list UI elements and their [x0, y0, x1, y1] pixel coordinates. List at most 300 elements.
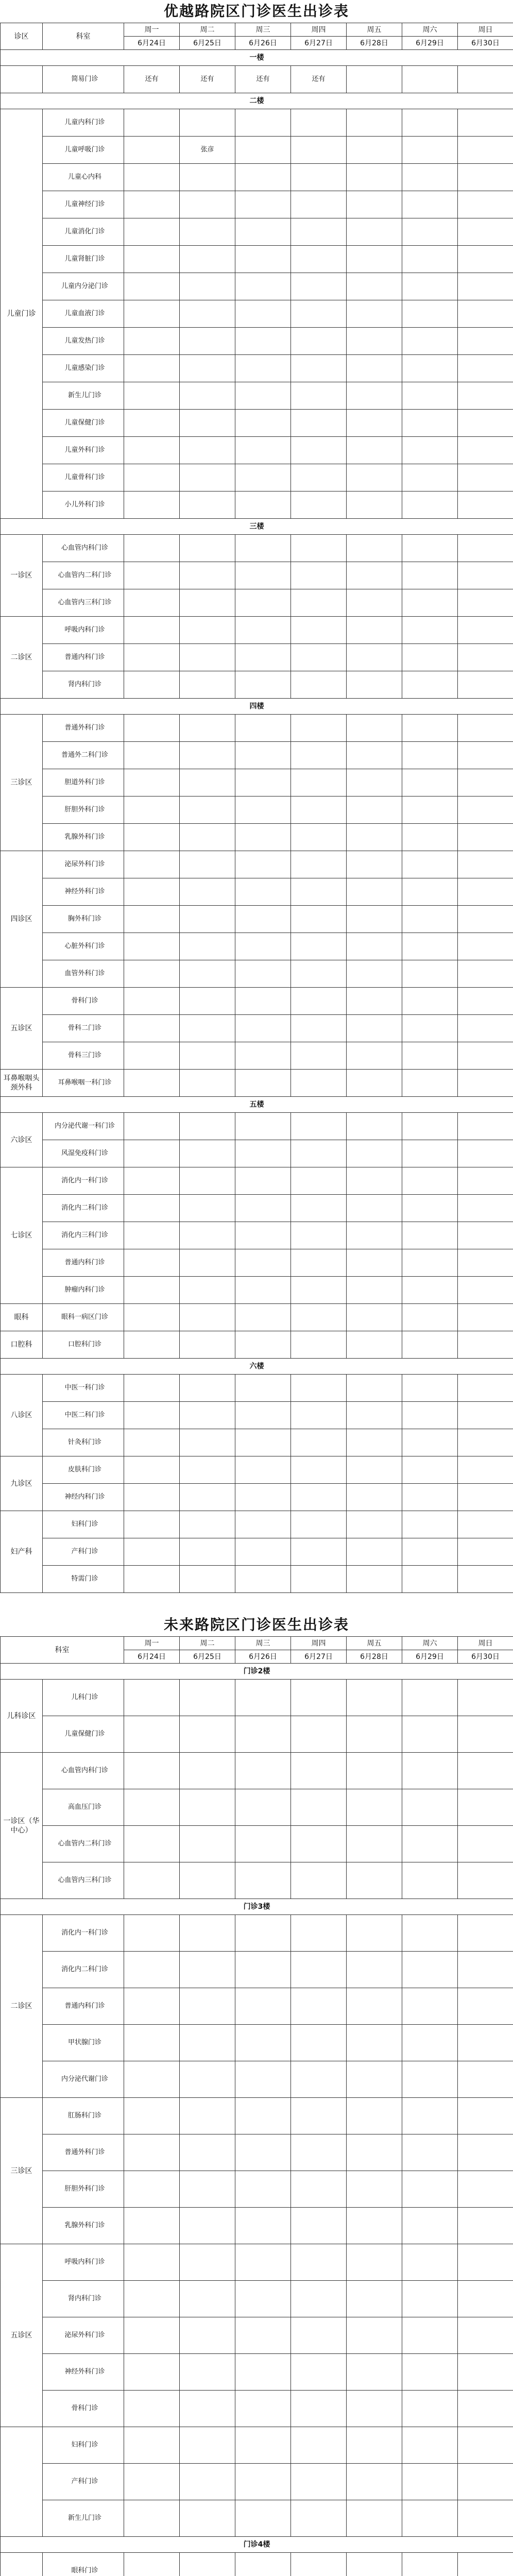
doctor-cell: [402, 1988, 458, 2025]
zone-cell: 一诊区: [1, 535, 43, 617]
doctor-cell: [347, 2134, 402, 2171]
doctor-cell: [124, 824, 180, 851]
doctor-cell: [402, 2464, 458, 2500]
doctor-cell: [458, 1042, 513, 1070]
doctor-cell: [458, 671, 513, 699]
doctor-cell: [458, 1789, 513, 1826]
floor-section-header: 门诊3楼: [1, 1899, 513, 1915]
date-header: 6月26日: [235, 1650, 291, 1664]
doctor-cell: [347, 1456, 402, 1484]
doctor-cell: [291, 1680, 347, 1716]
doctor-cell: [180, 1140, 235, 1167]
dept-cell: 小儿外科门诊: [43, 492, 124, 519]
doctor-cell: [180, 851, 235, 878]
doctor-cell: [291, 851, 347, 878]
doctor-cell: [402, 1277, 458, 1304]
doctor-cell: [347, 1113, 402, 1140]
doctor-cell: [458, 1167, 513, 1195]
doctor-cell: [124, 1249, 180, 1277]
doctor-cell: [124, 2500, 180, 2537]
doctor-cell: [402, 2354, 458, 2391]
doctor-cell: [402, 137, 458, 164]
doctor-cell: [180, 382, 235, 410]
doctor-cell: [235, 355, 291, 382]
doctor-cell: 还有: [180, 66, 235, 93]
doctor-cell: [402, 1566, 458, 1593]
table-row: [1, 906, 513, 933]
doctor-cell: [291, 1753, 347, 1789]
dept-cell: 呼吸内科门诊: [43, 617, 124, 644]
doctor-cell: [347, 906, 402, 933]
doctor-cell: [402, 300, 458, 328]
doctor-cell: [458, 410, 513, 437]
dept-cell: 普通外科门诊: [43, 2134, 124, 2171]
doctor-cell: [124, 1331, 180, 1359]
doctor-cell: [402, 933, 458, 960]
doctor-cell: [124, 1789, 180, 1826]
doctor-cell: [235, 1304, 291, 1331]
dept-cell: 普通内科门诊: [43, 1988, 124, 2025]
doctor-cell: [180, 1915, 235, 1952]
doctor-cell: [458, 1277, 513, 1304]
doctor-cell: [347, 2391, 402, 2427]
doctor-cell: [124, 1429, 180, 1456]
date-header: 6月24日: [124, 1650, 180, 1664]
table-row: [1, 796, 513, 824]
dept-cell: 儿童血液门诊: [43, 300, 124, 328]
doctor-cell: [291, 796, 347, 824]
doctor-cell: [347, 1915, 402, 1952]
doctor-cell: [291, 218, 347, 246]
doctor-cell: [235, 906, 291, 933]
doctor-cell: [347, 300, 402, 328]
dept-cell: 儿童保健门诊: [43, 1716, 124, 1753]
doctor-cell: [291, 2171, 347, 2208]
doctor-cell: [402, 273, 458, 300]
doctor-cell: [124, 2061, 180, 2098]
doctor-cell: [458, 1070, 513, 1097]
table-row: [1, 300, 513, 328]
table-row: [1, 671, 513, 699]
doctor-cell: [180, 164, 235, 191]
doctor-cell: [458, 644, 513, 671]
doctor-cell: [235, 851, 291, 878]
doctor-cell: [347, 1538, 402, 1566]
doctor-cell: [124, 1222, 180, 1249]
doctor-cell: [347, 1140, 402, 1167]
doctor-cell: [458, 589, 513, 617]
dept-cell: 儿童消化门诊: [43, 218, 124, 246]
dept-cell: 心血管内二科门诊: [43, 562, 124, 589]
zone-cell: 七诊区: [1, 1167, 43, 1304]
doctor-cell: [458, 2244, 513, 2281]
doctor-cell: [235, 1862, 291, 1899]
doctor-cell: [291, 1375, 347, 1402]
floor-section-header: 五楼: [1, 1097, 513, 1113]
doctor-cell: [291, 1015, 347, 1042]
doctor-cell: [180, 2317, 235, 2354]
dept-cell: 儿童心内科: [43, 164, 124, 191]
doctor-cell: [402, 328, 458, 355]
dept-cell: 儿童外科门诊: [43, 437, 124, 464]
doctor-cell: [402, 246, 458, 273]
doctor-cell: [291, 1195, 347, 1222]
page-title: 优越路院区门诊医生出诊表: [163, 3, 349, 20]
doctor-cell: [180, 1680, 235, 1716]
doctor-cell: [235, 1484, 291, 1511]
doctor-cell: [347, 2208, 402, 2244]
table-row: [1, 933, 513, 960]
table-row: [1, 1249, 513, 1277]
doctor-cell: [291, 562, 347, 589]
table-row: [1, 464, 513, 492]
doctor-cell: [180, 2098, 235, 2134]
doctor-cell: [235, 1789, 291, 1826]
doctor-cell: [458, 328, 513, 355]
doctor-cell: [347, 464, 402, 492]
dept-cell: 普通内科门诊: [43, 1249, 124, 1277]
doctor-cell: [235, 137, 291, 164]
dept-cell: 肝胆外科门诊: [43, 796, 124, 824]
table-row: [1, 191, 513, 218]
doctor-cell: [180, 109, 235, 137]
doctor-cell: [291, 1456, 347, 1484]
doctor-cell: [180, 960, 235, 988]
doctor-cell: [291, 246, 347, 273]
doctor-cell: [347, 851, 402, 878]
doctor-cell: [458, 2391, 513, 2427]
doctor-cell: [347, 742, 402, 769]
doctor-cell: [235, 1249, 291, 1277]
dept-cell: 新生儿门诊: [43, 2500, 124, 2537]
doctor-cell: [458, 218, 513, 246]
doctor-cell: [124, 1402, 180, 1429]
doctor-cell: [180, 2244, 235, 2281]
doctor-cell: [124, 137, 180, 164]
table-row: [1, 2244, 513, 2281]
date-header: 6月28日: [347, 37, 402, 50]
dept-cell: 骨科门诊: [43, 2391, 124, 2427]
table-row: [1, 1304, 513, 1331]
doctor-cell: [347, 246, 402, 273]
doctor-cell: [402, 769, 458, 796]
doctor-cell: [124, 355, 180, 382]
dept-cell: 儿童呼吸门诊: [43, 137, 124, 164]
table-row: [1, 437, 513, 464]
doctor-cell: [180, 1222, 235, 1249]
doctor-cell: [124, 2208, 180, 2244]
doctor-cell: [458, 988, 513, 1015]
page-title: 未来路院区门诊医生出诊表: [163, 1616, 349, 1633]
doctor-cell: [402, 109, 458, 137]
doctor-cell: [235, 2061, 291, 2098]
doctor-cell: [124, 2025, 180, 2061]
doctor-cell: [402, 562, 458, 589]
doctor-cell: [458, 2427, 513, 2464]
doctor-cell: [235, 1331, 291, 1359]
dept-cell: 中医二科门诊: [43, 1402, 124, 1429]
doctor-cell: [347, 1222, 402, 1249]
table-row: [1, 1331, 513, 1359]
doctor-cell: [458, 300, 513, 328]
zone-cell: 四诊区: [1, 851, 43, 988]
table-row: [1, 246, 513, 273]
doctor-cell: [458, 1249, 513, 1277]
doctor-cell: [235, 1375, 291, 1402]
doctor-cell: 张彦: [180, 137, 235, 164]
doctor-cell: [124, 796, 180, 824]
table-row: [1, 2500, 513, 2537]
doctor-cell: [291, 933, 347, 960]
doctor-cell: [124, 1952, 180, 1988]
dept-cell: 甲状腺门诊: [43, 2025, 124, 2061]
doctor-cell: [124, 1375, 180, 1402]
doctor-cell: [180, 769, 235, 796]
dept-cell: 神经外科门诊: [43, 878, 124, 906]
doctor-cell: [347, 1402, 402, 1429]
dept-cell: 普通外二科门诊: [43, 742, 124, 769]
doctor-cell: [347, 164, 402, 191]
table-row: [1, 2061, 513, 2098]
doctor-cell: 还有: [235, 66, 291, 93]
doctor-cell: [291, 300, 347, 328]
doctor-cell: [235, 960, 291, 988]
doctor-cell: [235, 1716, 291, 1753]
doctor-cell: [180, 464, 235, 492]
doctor-cell: [402, 2553, 458, 2576]
doctor-cell: [124, 742, 180, 769]
schedule-document-2: [0, 1614, 513, 2576]
doctor-cell: [124, 933, 180, 960]
doctor-cell: [124, 1538, 180, 1566]
doctor-cell: [347, 109, 402, 137]
doctor-cell: [124, 246, 180, 273]
zone-cell: 儿童门诊: [1, 109, 43, 519]
doctor-cell: [291, 1042, 347, 1070]
doctor-cell: [347, 1070, 402, 1097]
dept-header: 科室: [1, 1637, 124, 1664]
doctor-cell: [347, 1988, 402, 2025]
doctor-cell: [235, 2281, 291, 2317]
dept-cell: 乳腺外科门诊: [43, 824, 124, 851]
doctor-cell: [402, 824, 458, 851]
doctor-cell: [402, 2244, 458, 2281]
dept-cell: 简易门诊: [43, 66, 124, 93]
doctor-cell: [347, 1753, 402, 1789]
schedule-body: [1, 1664, 513, 2576]
table-row: [1, 1826, 513, 1862]
table-row: [1, 960, 513, 988]
doctor-cell: [402, 1167, 458, 1195]
doctor-cell: [458, 1113, 513, 1140]
doctor-cell: [458, 2553, 513, 2576]
doctor-cell: [124, 2553, 180, 2576]
doctor-cell: [458, 2025, 513, 2061]
doctor-cell: [402, 1070, 458, 1097]
day-header: 周四: [291, 23, 347, 37]
doctor-cell: [180, 1952, 235, 1988]
doctor-cell: [124, 644, 180, 671]
doctor-cell: [402, 464, 458, 492]
doctor-cell: [291, 1140, 347, 1167]
doctor-cell: [402, 1249, 458, 1277]
doctor-cell: [180, 2354, 235, 2391]
doctor-cell: [347, 796, 402, 824]
table-row: [1, 1789, 513, 1826]
dept-cell: 风湿免疫科门诊: [43, 1140, 124, 1167]
doctor-cell: [402, 1862, 458, 1899]
table-row: [1, 1456, 513, 1484]
zone-cell: 妇产科: [1, 1511, 43, 1593]
doctor-cell: [235, 300, 291, 328]
doctor-cell: [347, 2354, 402, 2391]
doctor-cell: [458, 715, 513, 742]
doctor-cell: [291, 1222, 347, 1249]
table-row: [1, 1484, 513, 1511]
doctor-cell: [291, 2391, 347, 2427]
dept-cell: 肾内科门诊: [43, 2281, 124, 2317]
doctor-cell: [458, 1680, 513, 1716]
doctor-cell: [124, 1167, 180, 1195]
doctor-cell: [291, 906, 347, 933]
doctor-cell: [458, 2354, 513, 2391]
doctor-cell: [347, 410, 402, 437]
doctor-cell: [402, 1826, 458, 1862]
table-row: [1, 410, 513, 437]
table-row: [1, 1015, 513, 1042]
doctor-cell: [235, 1566, 291, 1593]
doctor-cell: [291, 2317, 347, 2354]
dept-cell: 肝胆外科门诊: [43, 2171, 124, 2208]
doctor-cell: [235, 492, 291, 519]
doctor-cell: [180, 492, 235, 519]
doctor-cell: [458, 437, 513, 464]
dept-cell: 消化内一科门诊: [43, 1915, 124, 1952]
doctor-cell: [458, 191, 513, 218]
doctor-cell: [291, 2427, 347, 2464]
doctor-cell: [235, 2025, 291, 2061]
doctor-cell: [291, 1249, 347, 1277]
doctor-cell: [402, 1375, 458, 1402]
doctor-cell: [347, 1304, 402, 1331]
table-row: [1, 382, 513, 410]
doctor-cell: [124, 1511, 180, 1538]
doctor-cell: 还有: [291, 66, 347, 93]
doctor-cell: [180, 191, 235, 218]
dept-cell: 泌尿外科门诊: [43, 2317, 124, 2354]
dept-cell: 特需门诊: [43, 1566, 124, 1593]
doctor-cell: [347, 2171, 402, 2208]
doctor-cell: [402, 355, 458, 382]
day-header: 周三: [235, 23, 291, 37]
zone-cell: 三诊区: [1, 715, 43, 851]
doctor-cell: [291, 273, 347, 300]
doctor-cell: [291, 109, 347, 137]
doctor-cell: [180, 535, 235, 562]
doctor-cell: [402, 191, 458, 218]
doctor-cell: [180, 2025, 235, 2061]
doctor-cell: [235, 1195, 291, 1222]
doctor-cell: [458, 1222, 513, 1249]
doctor-cell: [124, 988, 180, 1015]
dept-cell: 消化内二科门诊: [43, 1195, 124, 1222]
doctor-cell: [347, 437, 402, 464]
doctor-cell: [124, 2134, 180, 2171]
doctor-cell: [347, 715, 402, 742]
doctor-cell: [124, 437, 180, 464]
dept-cell: 内分泌代谢一科门诊: [43, 1113, 124, 1140]
table-row: [1, 1222, 513, 1249]
doctor-cell: [347, 1331, 402, 1359]
day-header: 周二: [180, 23, 235, 37]
doctor-cell: [402, 851, 458, 878]
doctor-cell: [347, 824, 402, 851]
doctor-cell: [402, 644, 458, 671]
doctor-cell: [458, 1304, 513, 1331]
doctor-cell: [180, 410, 235, 437]
doctor-cell: [402, 960, 458, 988]
table-row: [1, 589, 513, 617]
doctor-cell: [402, 1331, 458, 1359]
doctor-cell: [347, 2500, 402, 2537]
doctor-cell: [180, 1113, 235, 1140]
doctor-cell: [402, 1538, 458, 1566]
doctor-cell: [291, 617, 347, 644]
doctor-cell: [291, 2244, 347, 2281]
doctor-cell: [235, 2171, 291, 2208]
doctor-cell: [347, 2317, 402, 2354]
doctor-cell: [291, 328, 347, 355]
doctor-cell: [235, 273, 291, 300]
dept-cell: 泌尿外科门诊: [43, 851, 124, 878]
doctor-cell: [458, 246, 513, 273]
table-row: [1, 2025, 513, 2061]
doctor-cell: [291, 535, 347, 562]
doctor-cell: [347, 1167, 402, 1195]
doctor-cell: [458, 66, 513, 93]
doctor-cell: [291, 1566, 347, 1593]
doctor-cell: [180, 2553, 235, 2576]
table-row: [1, 824, 513, 851]
doctor-cell: [291, 1538, 347, 1566]
doctor-cell: [291, 769, 347, 796]
table-row: [1, 617, 513, 644]
zone-cell: 八诊区: [1, 1375, 43, 1456]
table-row: [1, 715, 513, 742]
doctor-cell: [458, 109, 513, 137]
doctor-cell: [402, 492, 458, 519]
doctor-cell: [402, 1195, 458, 1222]
doctor-cell: [402, 2317, 458, 2354]
doctor-cell: [235, 535, 291, 562]
doctor-cell: [180, 300, 235, 328]
doctor-cell: [180, 1862, 235, 1899]
table-row: [1, 1195, 513, 1222]
doctor-cell: [402, 2208, 458, 2244]
doctor-cell: [291, 2208, 347, 2244]
doctor-cell: [347, 1952, 402, 1988]
zone-cell: 五诊区: [1, 2244, 43, 2427]
table-row: [1, 988, 513, 1015]
doctor-cell: [402, 1511, 458, 1538]
zone-cell: 二诊区: [1, 617, 43, 699]
doctor-cell: [124, 1304, 180, 1331]
doctor-cell: [124, 1042, 180, 1070]
doctor-cell: [235, 742, 291, 769]
doctor-cell: [180, 1456, 235, 1484]
day-header: 周一: [124, 23, 180, 37]
doctor-cell: [235, 191, 291, 218]
